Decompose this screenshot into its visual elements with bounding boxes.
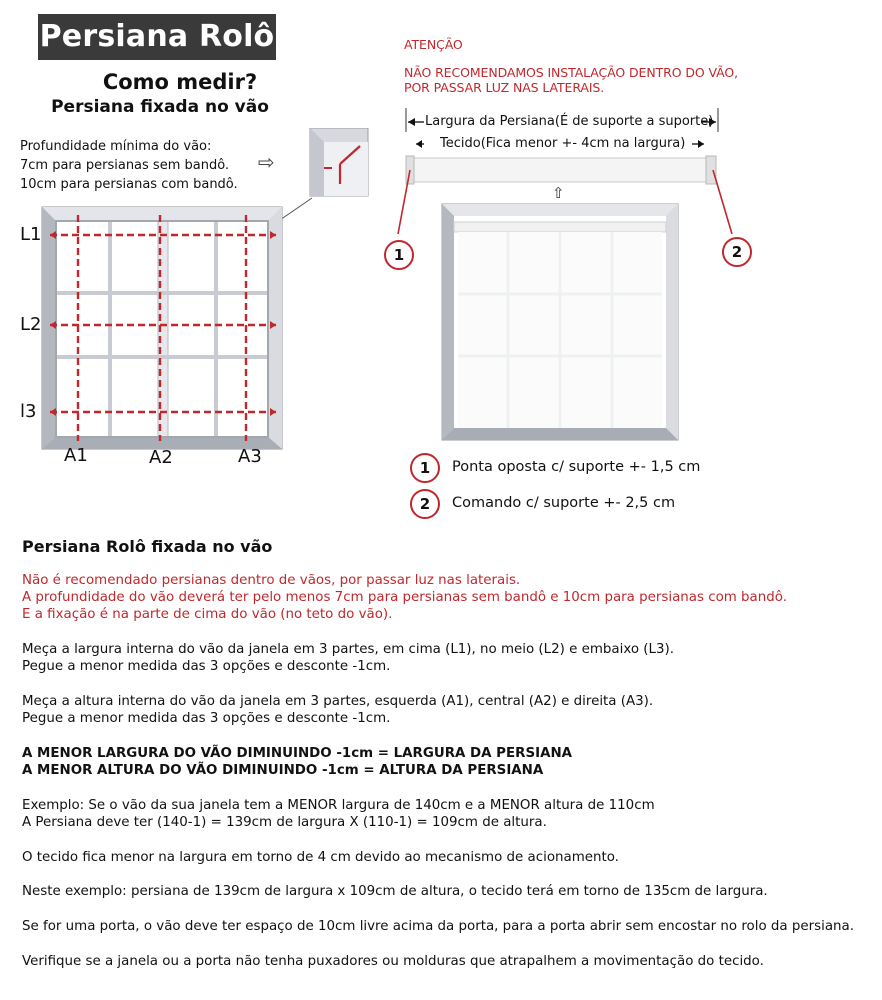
depth-note-line-1: Profundidade mínima do vão: xyxy=(20,139,212,154)
attention-line-1: NÃO RECOMENDAMOS INSTALAÇÃO DENTRO DO VÃO, xyxy=(404,65,738,80)
col-label-a2: A2 xyxy=(149,447,173,468)
legend-text-1: Ponta oposta c/ suporte +- 1,5 cm xyxy=(452,459,701,475)
subtitle-fixed-in-opening: Persiana fixada no vão xyxy=(51,97,269,117)
col-label-a3: A3 xyxy=(238,446,262,467)
blind-installed-diagram xyxy=(380,104,760,454)
door-note: Se for uma porta, o vão deve ter espaço de 10cm livre acima da porta, para a porta abrir sem encostar no rolo da persiana. xyxy=(22,919,854,934)
fabric-width-label: Tecido(Fica menor +- 4cm na largura) xyxy=(440,136,686,151)
handles-note: Verifique se a janela ou a porta não tenha puxadores ou molduras que atrapalhem a movimentação do tecido. xyxy=(22,954,764,969)
attention-title: ATENÇÃO xyxy=(404,37,463,52)
col-label-a1: A1 xyxy=(64,445,88,466)
instruction-height-1: Meça a altura interna do vão da janela em 3 partes, esquerda (A1), central (A2) e direita (A3). xyxy=(22,694,654,709)
instruction-width-2: Pegue a menor medida das 3 opções e desconte -1cm. xyxy=(22,659,391,674)
row-label-l3: l3 xyxy=(20,401,37,422)
instruction-width-1: Meça a largura interna do vão da janela em 3 partes, em cima (L1), no meio (L2) e embaixo (L3). xyxy=(22,642,674,657)
legend-marker-2: 2 xyxy=(410,489,440,519)
warning-line-1: Não é recomendado persianas dentro de vãos, por passar luz nas laterais. xyxy=(22,573,521,588)
legend-marker-1: 1 xyxy=(410,453,440,483)
blind-width-label: Largura da Persiana(É de suporte a suporte) xyxy=(425,114,714,129)
marker-2: 2 xyxy=(722,237,752,267)
instruction-height-2: Pegue a menor medida das 3 opções e desconte -1cm. xyxy=(22,711,391,726)
legend-text-2: Comando c/ suporte +- 2,5 cm xyxy=(452,495,676,511)
depth-note-line-3: 10cm para persianas com bandô. xyxy=(20,177,238,192)
example-fabric-note: Neste exemplo: persiana de 139cm de largura x 109cm de altura, o tecido terá em torno de 135cm de largura. xyxy=(22,884,768,899)
warning-line-3: E a fixação é na parte de cima do vão (no teto do vão). xyxy=(22,607,393,622)
up-arrow-icon: ⇧ xyxy=(552,184,565,202)
fabric-note: O tecido fica menor na largura em torno de 4 cm devido ao mecanismo de acionamento. xyxy=(22,850,619,865)
subtitle-how-to-measure: Como medir? xyxy=(102,70,258,94)
rule-height: A MENOR ALTURA DO VÃO DIMINUINDO -1cm = ALTURA DA PERSIANA xyxy=(22,763,544,778)
attention-line-2: POR PASSAR LUZ NAS LATERAIS. xyxy=(404,80,605,95)
section-title: Persiana Rolô fixada no vão xyxy=(22,537,273,556)
brand-title: Persiana Rolô xyxy=(38,14,276,60)
right-arrow-icon: ⇨ xyxy=(258,150,275,174)
marker-1: 1 xyxy=(384,240,414,270)
row-label-l2: L2 xyxy=(20,314,42,335)
row-label-l1: L1 xyxy=(20,224,42,245)
window-measure-diagram xyxy=(40,205,295,460)
example-line-2: A Persiana deve ter (140-1) = 139cm de largura X (110-1) = 109cm de altura. xyxy=(22,815,547,830)
warning-line-2: A profundidade do vão deverá ter pelo menos 7cm para persianas sem bandô e 10cm para persianas com bandô. xyxy=(22,590,787,605)
rule-width: A MENOR LARGURA DO VÃO DIMINUINDO -1cm = LARGURA DA PERSIANA xyxy=(22,746,573,761)
example-line-1: Exemplo: Se o vão da sua janela tem a MENOR largura de 140cm e a MENOR altura de 110cm xyxy=(22,798,655,813)
depth-note-line-2: 7cm para persianas sem bandô. xyxy=(20,158,230,173)
